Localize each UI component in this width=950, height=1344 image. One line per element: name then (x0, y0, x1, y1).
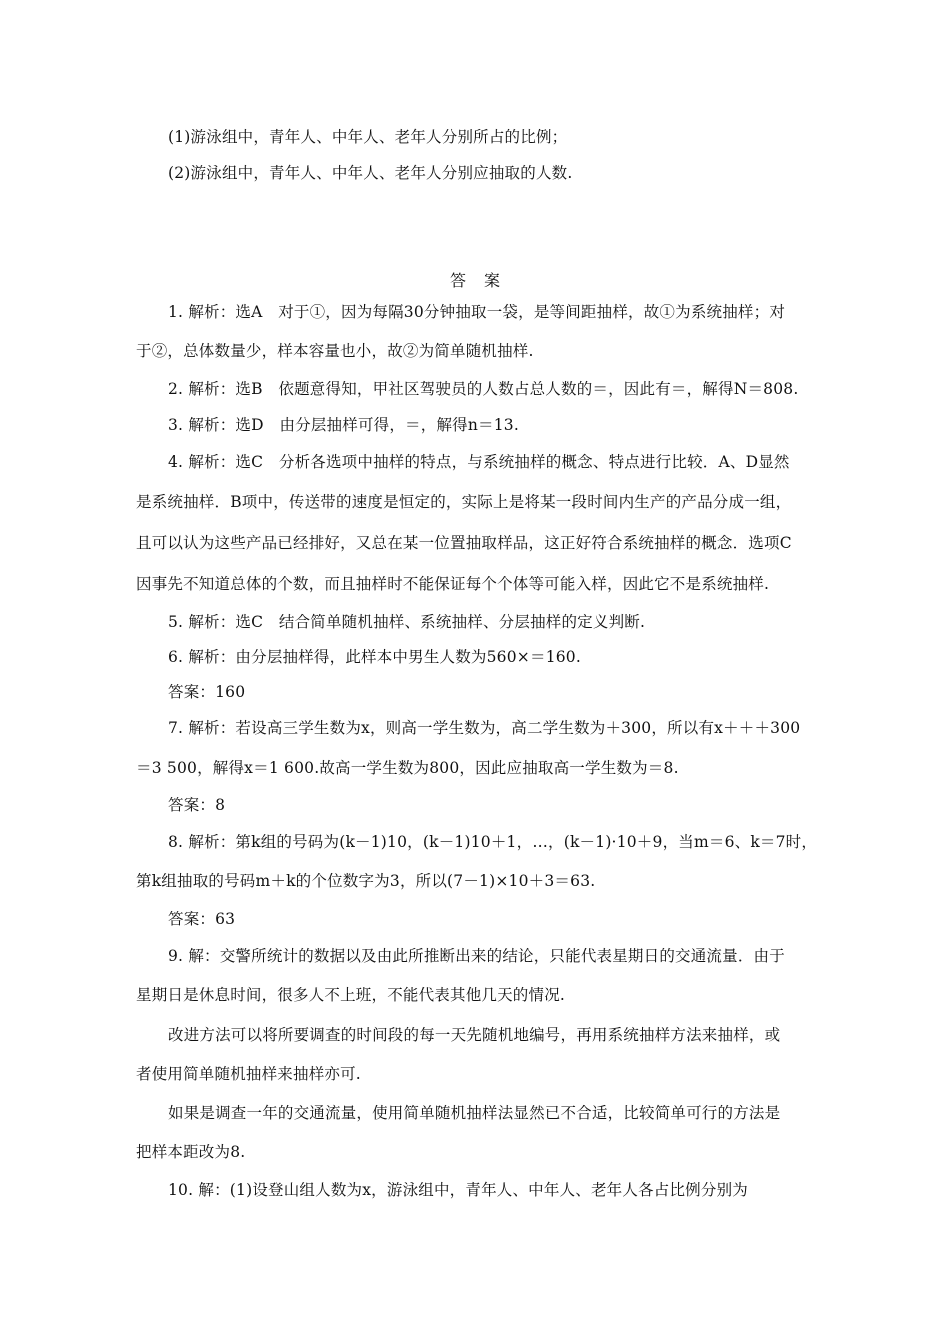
answer-7-line-2: ＝3 500，解得x＝1 600.故高一学生数为800，因此应抽取高一学生数为＝8. (136, 759, 679, 777)
answer-9-line-3: 改进方法可以将所要调查的时间段的每一天先随机地编号，再用系统抽样方法来抽样，或 (168, 1026, 781, 1044)
answer-8-line-1: 8. 解析：第k组的号码为(k－1)10，(k－1)10＋1，…，(k－1)·10＋9，当m＝6、k＝7时， (168, 833, 818, 851)
answer-9-line-4: 者使用简单随机抽样来抽样亦可. (136, 1065, 361, 1083)
answer-5: 5. 解析：选C 结合简单随机抽样、系统抽样、分层抽样的定义判断. (168, 613, 646, 631)
answer-7-result: 答案：8 (168, 796, 226, 814)
answer-6-result: 答案：160 (168, 683, 246, 701)
answer-6: 6. 解析：由分层抽样得，此样本中男生人数为560×＝160. (168, 648, 582, 666)
answer-9-line-5: 如果是调查一年的交通流量，使用简单随机抽样法显然已不合适，比较简单可行的方法是 (168, 1104, 781, 1122)
answer-9-line-6: 把样本距改为8. (136, 1143, 246, 1161)
answer-4-line-1: 4. 解析：选C 分析各选项中抽样的特点，与系统抽样的概念、特点进行比较．A、D显然 (168, 453, 790, 471)
answer-4-line-2: 是系统抽样．B项中，传送带的速度是恒定的，实际上是将某一段时间内生产的产品分成一组， (136, 493, 792, 511)
answer-8-line-2: 第k组抽取的号码m＋k的个位数字为3，所以(7－1)×10＋3＝63. (136, 872, 596, 890)
answer-9-line-2: 星期日是休息时间，很多人不上班，不能代表其他几天的情况. (136, 986, 566, 1004)
answer-9-line-1: 9. 解：交警所统计的数据以及由此所推断出来的结论，只能代表星期日的交通流量．由于 (168, 947, 785, 965)
answer-1-line-2: 于②，总体数量少，样本容量也小，故②为简单随机抽样. (136, 342, 534, 360)
answer-title: 答案 (449, 271, 518, 290)
answer-4-line-3: 且可以认为这些产品已经排好，又总在某一位置抽取样品，这正好符合系统抽样的概念．选项C (136, 534, 792, 552)
answer-2: 2. 解析：选B 依题意得知，甲社区驾驶员的人数占总人数的＝，因此有＝，解得N＝808. (168, 380, 799, 398)
question-1: (1)游泳组中，青年人、中年人、老年人分别所占的比例； (168, 128, 568, 146)
answer-10-line-1: 10. 解：(1)设登山组人数为x，游泳组中，青年人、中年人、老年人各占比例分别为 (168, 1181, 748, 1199)
answer-3: 3. 解析：选D 由分层抽样可得，＝，解得n＝13. (168, 416, 519, 434)
answer-1-line-1: 1. 解析：选A 对于①，因为每隔30分钟抽取一袋，是等间距抽样，故①为系统抽样；对 (168, 303, 786, 321)
answer-8-result: 答案：63 (168, 910, 236, 928)
answer-7-line-1: 7. 解析：若设高三学生数为x，则高一学生数为，高二学生数为＋300，所以有x＋＋＋300 (168, 719, 801, 737)
answer-4-line-4: 因事先不知道总体的个数，而且抽样时不能保证每个个体等可能入样，因此它不是系统抽样. (136, 575, 770, 593)
question-2: (2)游泳组中，青年人、中年人、老年人分别应抽取的人数. (168, 164, 573, 182)
